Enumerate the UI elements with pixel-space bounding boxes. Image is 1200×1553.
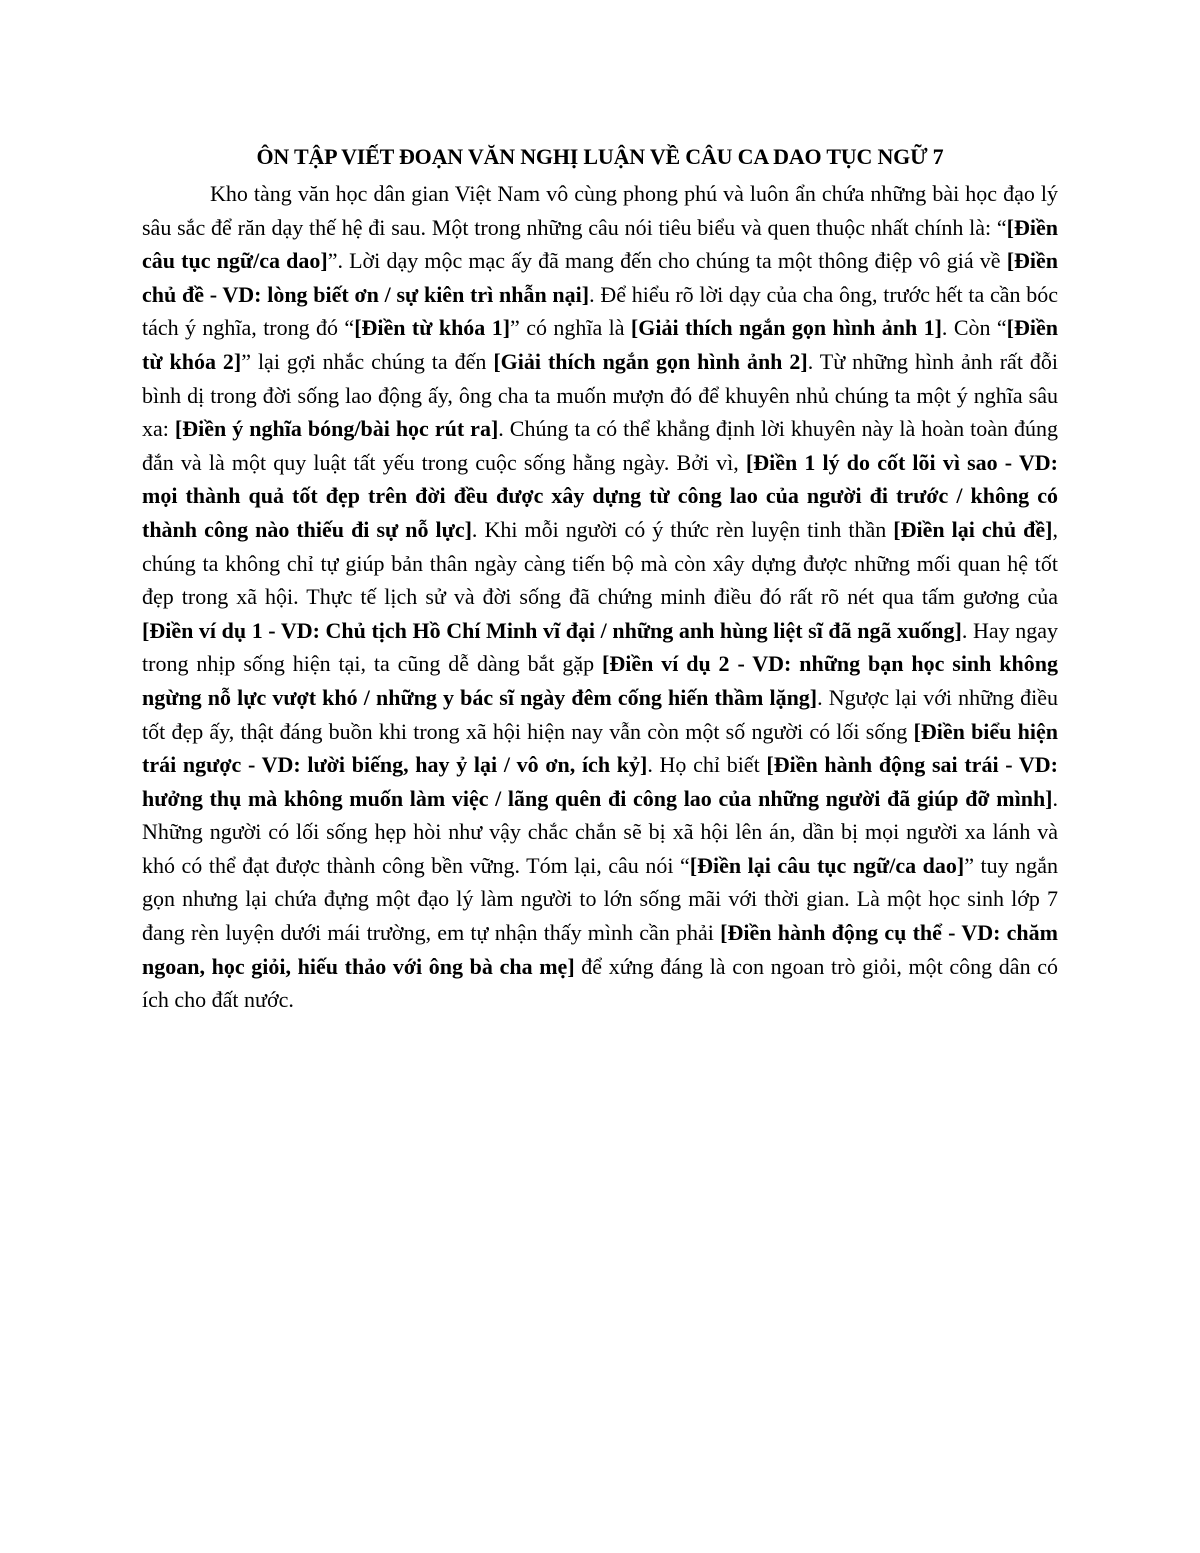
text-run: ” tuy ngắn gọn nhưng lại chứa đựng một đạo lý làm người to lớn sống mãi với thời gian. Là một học sinh lớp 7 đang rèn luyện dưới mái trường, em tự nhận thấy mình cần phải (142, 852, 1058, 946)
placeholder-topic: [Điền chủ đề - VD: lòng biết ơn / sự kiên trì nhẫn nại] (142, 248, 1059, 307)
placeholder-keyword-2: [Điền từ khóa 2] (142, 315, 1058, 374)
text-run: ” lại gợi nhắc chúng ta đến (241, 348, 494, 374)
text-run: . Để hiểu rõ lời dạy của cha ông, trước hết ta cần bóc tách ý nghĩa, trong đó “ (142, 281, 1058, 341)
text-run: . Chúng ta có thể khẳng định lời khuyên này là hoàn toàn đúng đắn và là một quy luật tất yếu trong cuộc sống hằng ngày. Bởi vì, (142, 416, 1058, 475)
placeholder-proverb: [Điền câu tục ngữ/ca dao] (142, 214, 1058, 274)
placeholder-keyword-1: [Điền từ khóa 1] (354, 315, 511, 341)
placeholder-explain-1: [Giải thích ngắn gọn hình ảnh 1] (630, 315, 942, 341)
body-paragraph (142, 177, 1058, 1017)
text-run: . Hay ngay trong nhịp sống hiện tại, ta cũng dễ dàng bắt gặp (142, 617, 1058, 677)
placeholder-opposite: [Điền biểu hiện trái ngược - VD: lười biếng, hay ỷ lại / vô ơn, ích kỷ] (142, 718, 1058, 778)
text-run: Kho tàng văn học dân gian Việt Nam vô cùng phong phú và luôn ẩn chứa những bài học đạo lý sâu sắc để răn dạy thế hệ đi sau. Một trong những câu nói tiêu biểu và quen thuộc nhất chính là: “ (142, 181, 1058, 240)
text-run: ”. Lời dạy mộc mạc ấy đã mang đến cho chúng ta một thông điệp vô giá về (327, 248, 1007, 274)
placeholder-example-1: [Điền ví dụ 1 - VD: Chủ tịch Hồ Chí Minh vĩ đại / những anh hùng liệt sĩ đã ngã xuống] (142, 617, 962, 643)
text-run: . Ngược lại với những điều tốt đẹp ấy, thật đáng buồn khi trong xã hội hiện nay vẫn còn một số người có lối sống (142, 684, 1058, 744)
placeholder-topic-repeat: [Điền lại chủ đề] (893, 516, 1053, 542)
text-run: để xứng đáng là con ngoan trò giỏi, một công dân có ích cho đất nước. (142, 953, 1058, 1013)
text-run: . Khi mỗi người có ý thức rèn luyện tinh thần (471, 516, 894, 542)
text-run: ” có nghĩa là (510, 315, 631, 341)
document-title: ÔN TẬP VIẾT ĐOẠN VĂN NGHỊ LUẬN VỀ CÂU CA DAO TỤC NGỮ 7 (256, 144, 944, 169)
placeholder-example-2: [Điền ví dụ 2 - VD: những bạn học sinh không ngừng nỗ lực vượt khó / những y bác sĩ ngày đêm cống hiến thầm lặng] (142, 651, 1058, 710)
placeholder-proverb-repeat: [Điền lại câu tục ngữ/ca dao] (689, 852, 965, 878)
text-run: . Từ những hình ảnh rất đỗi bình dị trong đời sống lao động ấy, ông cha ta muốn mượn đó để khuyên nhủ chúng ta một ý nghĩa sâu xa: (142, 348, 1058, 442)
placeholder-reason: [Điền 1 lý do cốt lõi vì sao - VD: mọi thành quả tốt đẹp trên đời đều được xây dựng từ công lao của người đi trước / không có thành công nào thiếu đi sự nỗ lực] (142, 449, 1058, 542)
text-run: . Còn “ (941, 315, 1007, 341)
text-run: , chúng ta không chỉ tự giúp bản thân ngày càng tiến bộ mà còn xây dựng được những mối quan hệ tốt đẹp trong xã hội. Thực tế lịch sử và đời sống đã chứng minh điều đó rất rõ nét qua tấm gương của (142, 516, 1059, 610)
placeholder-wrong-action: [Điền hành động sai trái - VD: hưởng thụ mà không muốn làm việc / lãng quên đi công lao của những người đã giúp đỡ mình] (142, 752, 1058, 811)
placeholder-explain-2: [Giải thích ngắn gọn hình ảnh 2] (493, 348, 808, 374)
document-page (142, 141, 1058, 1017)
placeholder-concrete-action: [Điền hành động cụ thể - VD: chăm ngoan, học giỏi, hiếu thảo với ông bà cha mẹ] (142, 920, 1058, 979)
text-run: . Những người có lối sống hẹp hòi như vậy chắc chắn sẽ bị xã hội lên án, dần bị mọi người xa lánh và khó có thể đạt được thành công bền vững. Tóm lại, câu nói “ (142, 785, 1058, 878)
text-run: . Họ chỉ biết (647, 752, 767, 778)
placeholder-lesson: [Điền ý nghĩa bóng/bài học rút ra] (174, 416, 499, 442)
